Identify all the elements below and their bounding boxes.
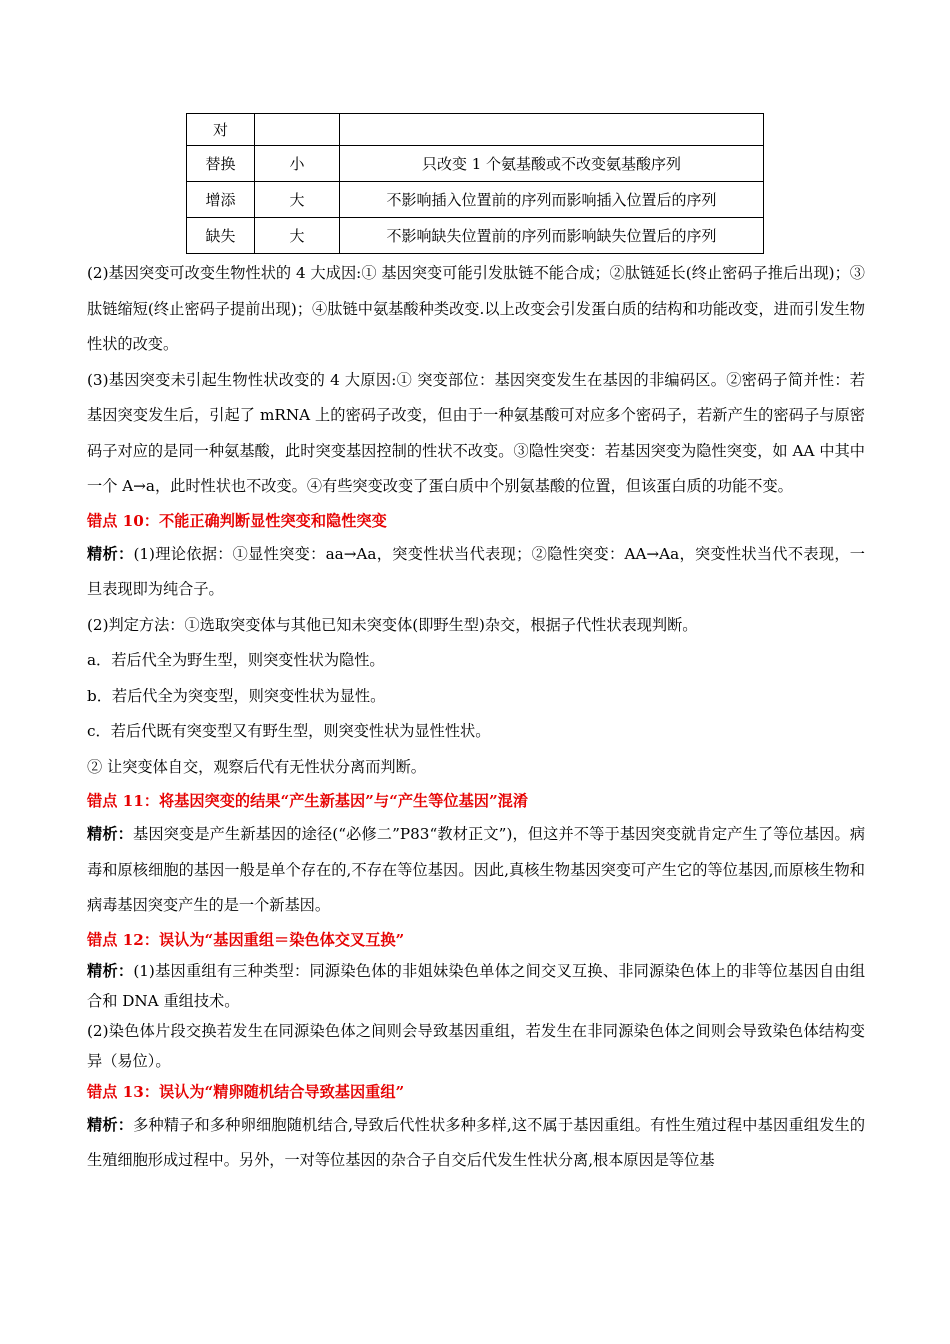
paragraph-chromosome-exchange: (2)染色体片段交换若发生在同源染色体之间则会导致基因重组，若发生在非同源染色体之间则会导致染色体结构变异（易位）。 [87,1021,865,1070]
list-item: c．若后代既有突变型又有野生型，则突变性状为显性性状。 [87,722,491,740]
error-point-12-heading: 错点 12：误认为“基因重组＝染色体交叉互换” [87,930,405,949]
analysis-text: 基因突变是产生新基因的途径(“必修二”P83“教材正文”)，但这并不等于基因突变就肯定产生了等位基因。病毒和原核细胞的基因一般是单个存在的,不存在等位基因。因此,真核生物基因突变可产生它的等位基因,而原核生物和病毒基因突变产生的是一个新基因。 [87,825,866,914]
table-cell: 对 [187,114,255,146]
document-body [87,256,865,1179]
analysis-text: (1)理论依据：①显性突变：aa→Aa，突变性状当代表现；②隐性突变：AA→Aa，突变性状当代不表现，一旦表现即为纯合子。 [87,544,865,598]
error-point-11-analysis [87,817,865,924]
table-cell: 缺失 [187,218,255,254]
analysis-label: 精析： [87,961,134,980]
table-row [187,114,764,146]
list-item: ② 让突变体自交，观察后代有无性状分离而判断。 [87,757,426,776]
analysis-text: 多种精子和多种卵细胞随机结合,导致后代性状多种多样,这不属于基因重组。有性生殖过程中基因重组发生的生殖细胞形成过程中。另外，一对等位基因的杂合子自交后代发生性状分离,根本原因是等位基 [87,1115,866,1169]
table-cell: 不影响缺失位置前的序列而影响缺失位置后的序列 [340,218,764,254]
table-cell: 只改变 1 个氨基酸或不改变氨基酸序列 [340,146,764,182]
table-cell [340,114,764,146]
list-item: b．若后代全为突变型，则突变性状为显性。 [87,686,386,705]
table-row [187,182,764,218]
table-cell: 大 [255,182,340,218]
paragraph-no-effect-reasons: (3)基因突变未引起生物性状改变的 4 大原因:① 突变部位：基因突变发生在基因的非编码区。②密码子简并性：若基因突变发生后，引起了 mRNA 上的密码子改变，但由于一种氨基酸可对应多个密码子，若新产生的密码子与原密码子对应的是同一种氨基酸，此时突变基因控制的性状不改变。③隐性突变：若基因突变为隐性突变，如 AA 中其中一个 A→a，此时性状也不改变。④有些突变改变了蛋白质中个别氨基酸的位置，但该蛋白质的功能不变。 [87,370,865,495]
error-point-13-heading: 错点 13：误认为“精卵随机结合导致基因重组” [87,1082,405,1101]
table-cell: 不影响插入位置前的序列而影响插入位置后的序列 [340,182,764,218]
error-point-13-analysis [87,1108,865,1179]
table-row [187,218,764,254]
list-item: a．若后代全为野生型，则突变性状为隐性。 [87,651,385,669]
paragraph-mutation-effects: (2)基因突变可改变生物性状的 4 大成因:① 基因突变可能引发肽链不能合成；②肽链延长(终止密码子推后出现)；③肽链缩短(终止密码子提前出现)；④肽链中氨基酸种类改变.以上改变会引发蛋白质的结构和功能改变，进而引发生物性状的改变。 [87,264,865,353]
mutation-type-table [186,113,764,254]
table-cell [255,114,340,146]
paragraph-judgement-method: (2)判定方法：①选取突变体与其他已知未突变体(即野生型)杂交，根据子代性状表现判断。 [87,615,698,634]
error-point-10-analysis [87,537,865,608]
table-cell: 大 [255,218,340,254]
analysis-label: 精析： [87,1115,134,1134]
table-cell: 小 [255,146,340,182]
error-point-11-heading: 错点 11：将基因突变的结果“产生新基因”与“产生等位基因”混淆 [87,792,529,810]
error-point-12-analysis [87,956,865,1016]
analysis-text: (1)基因重组有三种类型：同源染色体的非姐妹染色单体之间交叉互换、非同源染色体上的非等位基因自由组合和 DNA 重组技术。 [87,961,866,1010]
table-cell: 增添 [187,182,255,218]
table-row [187,146,764,182]
analysis-label: 精析： [87,544,134,563]
error-point-10-heading: 错点 10：不能正确判断显性突变和隐性突变 [87,511,387,530]
table-cell: 替换 [187,146,255,182]
analysis-label: 精析： [87,825,133,843]
